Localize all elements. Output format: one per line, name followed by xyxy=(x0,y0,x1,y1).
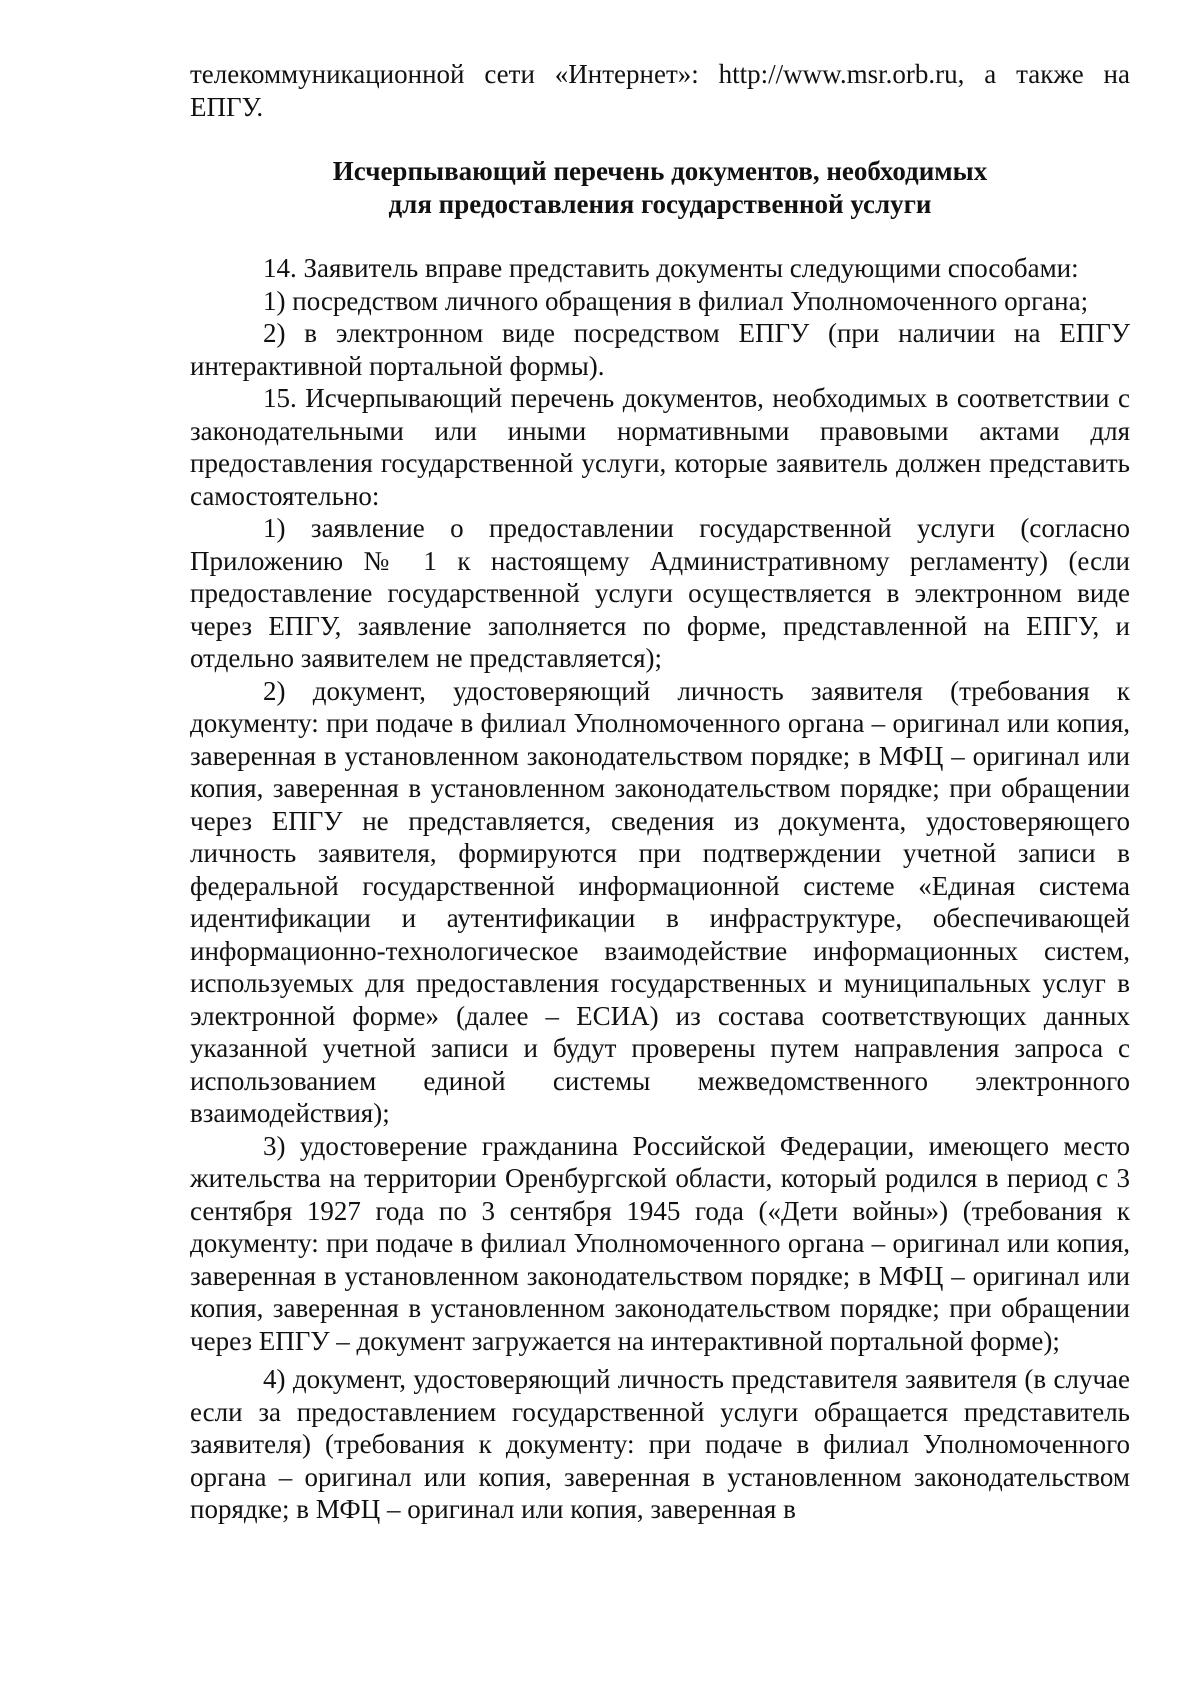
paragraph-15-item-4: 4) документ, удостоверяющий личность представителя заявителя (в случае если за предоставлением государственной услуги обращается представитель заявителя) (требования к документу: при подаче в филиал Уполномоченного органа – оригинал или копия, заверенная в установленном законодательством порядке; в МФЦ – оригинал или копия, заверенная в xyxy=(190,1364,1130,1524)
document-page xyxy=(190,58,1130,1526)
paragraph-14: 14. Заявитель вправе представить документы следующими способами: xyxy=(263,253,1079,283)
paragraph-15-item-1: 1) заявление о предоставлении государственной услуги (согласно Приложению № 1 к настоящему Административному регламенту) (если предоставление государственной услуги осуществляется в электронном виде через ЕПГУ, заявление заполняется по форме, представленной на ЕПГУ, и отдельно заявителем не представляется); xyxy=(190,513,1130,673)
paragraph-14-item-2: 2) в электронном виде посредством ЕПГУ (при наличии на ЕПГУ интерактивной портальной формы). xyxy=(190,318,1130,381)
paragraph-15: 15. Исчерпывающий перечень документов, необходимых в соответствии с законодательными или иными нормативными правовыми актами для предоставления государственной услуги, которые заявитель должен представить самостоятельно: xyxy=(190,383,1130,511)
paragraph-14-item-1: 1) посредством личного обращения в филиал Уполномоченного органа; xyxy=(263,285,1089,316)
section-heading-line-1: Исчерпывающий перечень документов, необходимых xyxy=(332,156,988,186)
section-heading xyxy=(190,155,1130,220)
paragraph-15-item-2: 2) документ, удостоверяющий личность заявителя (требования к документу: при подаче в филиал Уполномоченного органа – оригинал или копия, заверенная в установленном законодательством порядке; в МФЦ – оригинал или копия, заверенная в установленном законодательством порядке; при обращении через ЕПГУ не представляется, сведения из документа, удостоверяющего личность заявителя, формируются при подтверждении учетной записи в федеральной государственной информационной системе «Единая система идентификации и аутентификации в инфраструктуре, обеспечивающей информационно-технологическое взаимодействие информационных систем, используемых для предоставления государственных и муниципальных услуг в электронной форме» (далее – ЕСИА) из состава соответствующих данных указанной учетной записи и будут проверены путем направления запроса с использованием единой системы межведомственного электронного взаимодействия); xyxy=(190,675,1130,1128)
intro-paragraph: телекоммуникационной сети «Интернет»: http://www.msr.orb.ru, а также на ЕПГУ. xyxy=(190,59,1130,122)
section-heading-line-2: для предоставления государственной услуги xyxy=(388,188,932,219)
paragraph-15-item-3: 3) удостоверение гражданина Российской Федерации, имеющего место жительства на территории Оренбургской области, который родился в период с 3 сентября 1927 года по 3 сентября 1945 года («Дети войны») (требования к документу: при подаче в филиал Уполномоченного органа – оригинал или копия, заверенная в установленном законодательством порядке; в МФЦ – оригинал или копия, заверенная в установленном законодательством порядке; при обращении через ЕПГУ – документ загружается на интерактивной портальной форме); xyxy=(190,1130,1130,1356)
